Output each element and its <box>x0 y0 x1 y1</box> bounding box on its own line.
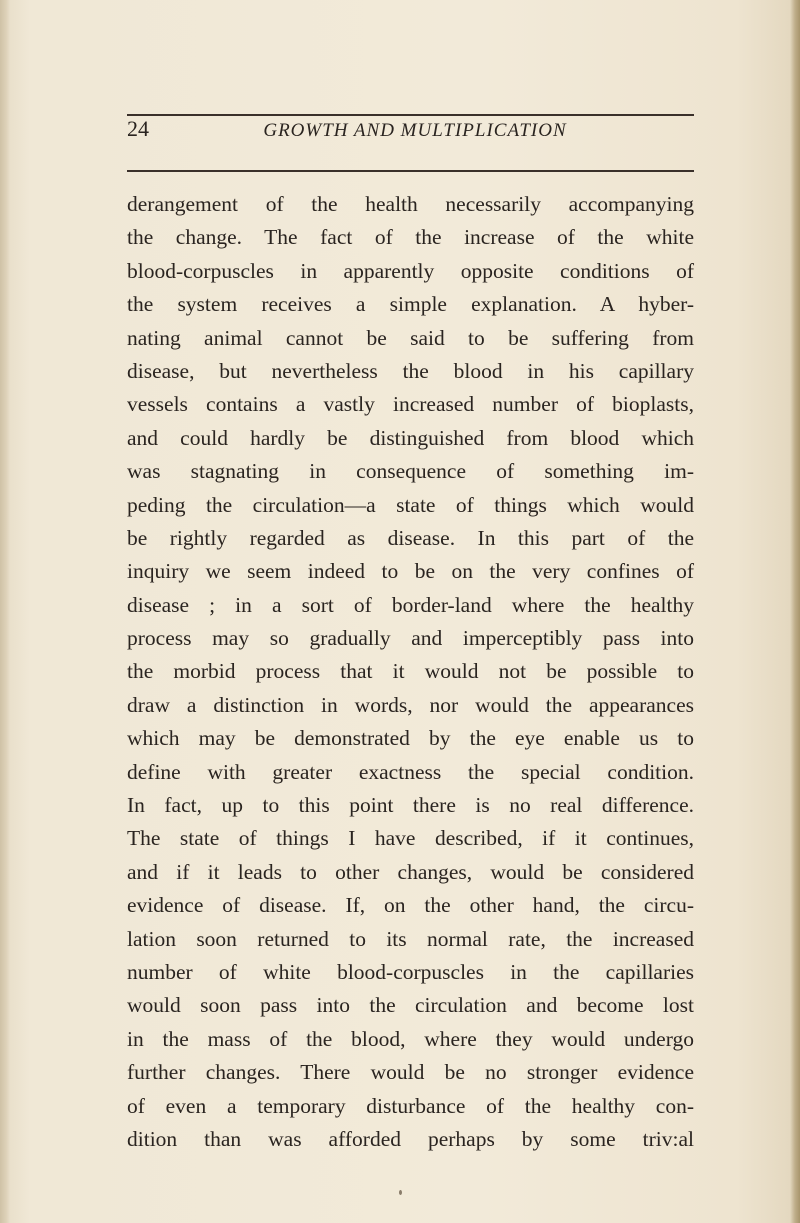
text-line: was stagnating in consequence of something im- <box>127 459 694 484</box>
text-line: peding the circulation—a state of things which would <box>127 492 694 517</box>
binding-gutter <box>0 0 10 1223</box>
text-line: the morbid process that it would not be possible to <box>127 659 694 684</box>
text-line: disease, but nevertheless the blood in his capillary <box>127 358 694 383</box>
header-rule-bottom <box>127 170 694 172</box>
text-line: blood-corpuscles in apparently opposite conditions of <box>127 258 694 283</box>
text-line: be rightly regarded as disease. In this part of the <box>127 525 694 550</box>
text-line: and could hardly be distinguished from blood which <box>127 425 694 450</box>
text-line: would soon pass into the circulation and become lost <box>127 993 694 1018</box>
text-line: The state of things I have described, if it continues, <box>127 826 694 851</box>
text-line: vessels contains a vastly increased number of bioplasts, <box>127 392 694 417</box>
text-line: lation soon returned to its normal rate, the increased <box>127 926 694 951</box>
text-line: inquiry we seem indeed to be on the very confines of <box>127 559 694 584</box>
page-number: 24 <box>127 116 149 141</box>
text-line: disease ; in a sort of border-land where the healthy <box>127 592 694 617</box>
text-line: the system receives a simple explanation. A hyber- <box>127 292 694 317</box>
text-line: the change. The fact of the increase of the white <box>127 225 694 250</box>
body-text <box>127 188 694 1156</box>
paper-speck <box>399 1190 402 1195</box>
text-line: evidence of disease. If, on the other hand, the circu- <box>127 893 694 918</box>
text-line: draw a distinction in words, nor would the appearances <box>127 692 694 717</box>
text-line: nating animal cannot be said to be suffering from <box>127 325 694 350</box>
text-line: of even a temporary disturbance of the healthy con- <box>127 1093 694 1118</box>
text-line: derangement of the health necessarily accompanying <box>127 192 694 216</box>
text-line: and if it leads to other changes, would be considered <box>127 859 694 884</box>
text-line: number of white blood-corpuscles in the capillaries <box>127 959 694 984</box>
text-line: define with greater exactness the special condition. <box>127 759 694 784</box>
text-line: which may be demonstrated by the eye enable us to <box>127 726 694 751</box>
running-head-title: GROWTH AND MULTIPLICATION <box>263 120 567 141</box>
page-edge-shadow <box>790 0 800 1223</box>
text-line: in the mass of the blood, where they would undergo <box>127 1026 694 1051</box>
header-rule-top <box>127 114 694 116</box>
text-line: further changes. There would be no stronger evidence <box>127 1060 694 1085</box>
text-line: process may so gradually and imperceptibly pass into <box>127 626 694 651</box>
text-line: In fact, up to this point there is no real difference. <box>127 793 694 818</box>
text-line: dition than was afforded perhaps by some triv:al <box>127 1126 694 1151</box>
